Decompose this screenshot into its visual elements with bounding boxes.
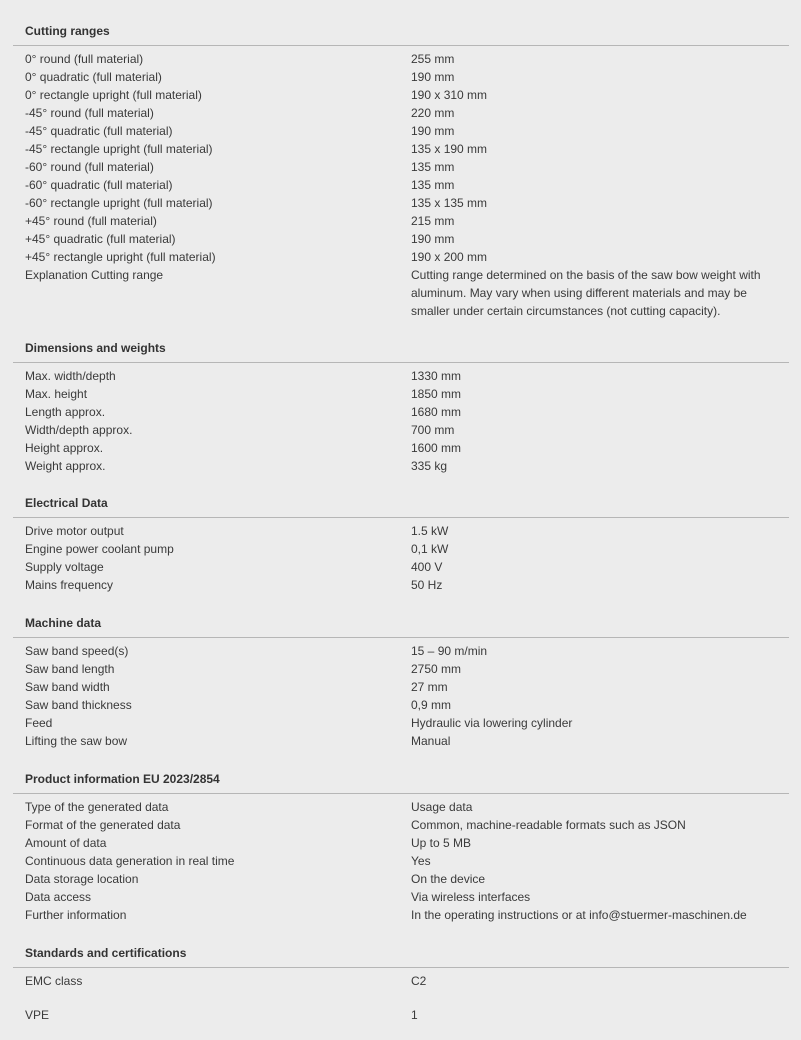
spec-rows <box>0 642 789 750</box>
spec-value: 190 mm <box>411 232 455 246</box>
spec-label: -60° rectangle upright (full material) <box>25 196 213 210</box>
spec-row <box>0 140 789 158</box>
spec-value: Hydraulic via lowering cylinder <box>411 716 573 730</box>
section-title: Machine data <box>25 616 102 630</box>
spec-label: -45° round (full material) <box>25 106 154 120</box>
spec-row <box>0 816 789 834</box>
section-title: Standards and certifications <box>25 946 187 960</box>
spec-rows <box>0 798 789 924</box>
spec-value: 255 mm <box>411 52 455 66</box>
spec-value: Yes <box>411 854 431 868</box>
spec-value: 190 x 200 mm <box>411 250 488 264</box>
spec-row <box>0 158 789 176</box>
spec-label: Saw band length <box>25 662 115 676</box>
spec-rows <box>0 522 789 594</box>
section-divider <box>13 967 789 968</box>
spec-value: 135 x 135 mm <box>411 196 488 210</box>
spec-value: 1330 mm <box>411 369 462 383</box>
spec-label: Width/depth approx. <box>25 423 133 437</box>
spec-label: Saw band thickness <box>25 698 132 712</box>
spec-row <box>0 122 789 140</box>
spec-value: 50 Hz <box>411 578 443 592</box>
spec-row <box>0 104 789 122</box>
spec-value: 1600 mm <box>411 441 462 455</box>
section-product-information-eu-2023-2854 <box>0 770 789 924</box>
spec-rows <box>0 50 789 320</box>
spec-row <box>0 798 789 816</box>
spec-value: C2 <box>411 974 427 988</box>
spec-label: Supply voltage <box>25 560 104 574</box>
spec-row <box>0 972 789 990</box>
spec-value: Via wireless interfaces <box>411 890 531 904</box>
spec-value: Manual <box>411 734 451 748</box>
spec-label: Data storage location <box>25 872 139 886</box>
spec-label: +45° quadratic (full material) <box>25 232 176 246</box>
spec-row <box>0 86 789 104</box>
spec-value: 190 mm <box>411 124 455 138</box>
spec-row <box>0 367 789 385</box>
spec-label: Feed <box>25 716 53 730</box>
spec-row <box>0 732 789 750</box>
section-divider <box>13 362 789 363</box>
spec-label: Amount of data <box>25 836 107 850</box>
spec-value: 1 <box>411 1008 418 1022</box>
section-title: Dimensions and weights <box>25 341 166 355</box>
section-divider <box>13 45 789 46</box>
section-machine-data <box>0 614 789 750</box>
spec-value: 215 mm <box>411 214 455 228</box>
spec-label: Height approx. <box>25 441 104 455</box>
spec-value: 15 – 90 m/min <box>411 644 488 658</box>
section-electrical-data <box>0 494 789 594</box>
spec-value: 2750 mm <box>411 662 462 676</box>
spec-row <box>0 176 789 194</box>
spec-label: +45° round (full material) <box>25 214 157 228</box>
spec-label: 0° rectangle upright (full material) <box>25 88 202 102</box>
spec-value: Common, machine-readable formats such as JSON <box>411 818 686 832</box>
spec-row <box>0 678 789 696</box>
spec-row <box>0 714 789 732</box>
spec-row <box>0 457 789 475</box>
spec-label: -60° quadratic (full material) <box>25 178 173 192</box>
spec-label: 0° quadratic (full material) <box>25 70 162 84</box>
spec-value: 0,9 mm <box>411 698 452 712</box>
spec-row <box>0 642 789 660</box>
spec-row <box>0 906 789 924</box>
section-cutting-ranges <box>0 22 789 320</box>
spec-label: -45° quadratic (full material) <box>25 124 173 138</box>
spec-label: EMC class <box>25 974 83 988</box>
spec-value: Usage data <box>411 800 473 814</box>
spec-label: -45° rectangle upright (full material) <box>25 142 213 156</box>
spec-value: 1850 mm <box>411 387 462 401</box>
spec-label: Drive motor output <box>25 524 124 538</box>
spec-value: Up to 5 MB <box>411 836 472 850</box>
section-title: Electrical Data <box>25 496 108 510</box>
spec-label: Further information <box>25 908 127 922</box>
spec-row <box>0 696 789 714</box>
spec-row <box>0 540 789 558</box>
spec-row <box>0 50 789 68</box>
spec-label: Saw band width <box>25 680 110 694</box>
spec-label: Max. width/depth <box>25 369 116 383</box>
spec-label: Format of the generated data <box>25 818 181 832</box>
spec-value: 700 mm <box>411 423 455 437</box>
section-title: Product information EU 2023/2854 <box>25 772 220 786</box>
spec-value: 1680 mm <box>411 405 462 419</box>
spec-value: 1.5 kW <box>411 524 449 538</box>
spec-row <box>0 266 789 320</box>
spec-label: Engine power coolant pump <box>25 542 174 556</box>
spec-row <box>0 194 789 212</box>
spec-value: 190 mm <box>411 70 455 84</box>
spec-row <box>0 212 789 230</box>
section-title: Cutting ranges <box>25 24 110 38</box>
section-divider <box>13 637 789 638</box>
section-standards-and-certifications <box>0 944 789 1024</box>
spec-label: Weight approx. <box>25 459 106 473</box>
spec-label: Max. height <box>25 387 88 401</box>
spec-row <box>0 834 789 852</box>
spec-row <box>0 852 789 870</box>
spec-value: On the device <box>411 872 486 886</box>
section-divider <box>13 793 789 794</box>
spec-value: 135 mm <box>411 160 455 174</box>
section-divider <box>13 517 789 518</box>
spec-label: Length approx. <box>25 405 106 419</box>
spec-label: Saw band speed(s) <box>25 644 129 658</box>
spec-row <box>0 660 789 678</box>
spec-value: 135 mm <box>411 178 455 192</box>
spec-row <box>0 439 789 457</box>
spec-label: VPE <box>25 1008 50 1022</box>
spec-label: Explanation Cutting range <box>25 268 164 282</box>
spec-value: 135 x 190 mm <box>411 142 488 156</box>
spec-row <box>0 870 789 888</box>
spec-row <box>0 403 789 421</box>
spec-rows <box>0 367 789 475</box>
spec-value: 27 mm <box>411 680 448 694</box>
spec-value: In the operating instructions or at info@stuermer-maschinen.de <box>411 908 747 922</box>
spec-row <box>0 558 789 576</box>
spec-row <box>0 230 789 248</box>
spec-label: -60° round (full material) <box>25 160 154 174</box>
spec-row <box>0 888 789 906</box>
spec-value: Cutting range determined on the basis of the saw bow weight with aluminum. May vary when using different materials and may be smaller under certain circumstances (not cutting capacity). <box>411 268 761 318</box>
spec-value: 0,1 kW <box>411 542 449 556</box>
spec-row <box>0 385 789 403</box>
spec-row <box>0 68 789 86</box>
spec-label: Type of the generated data <box>25 800 169 814</box>
spec-label: Mains frequency <box>25 578 114 592</box>
spec-value: 220 mm <box>411 106 455 120</box>
spec-label: +45° rectangle upright (full material) <box>25 250 216 264</box>
spec-row <box>0 1006 789 1024</box>
spec-row <box>0 248 789 266</box>
spec-label: Continuous data generation in real time <box>25 854 235 868</box>
spec-value: 335 kg <box>411 459 448 473</box>
spec-row <box>0 576 789 594</box>
spec-label: Data access <box>25 890 92 904</box>
spec-rows <box>0 972 789 1024</box>
spec-value: 400 V <box>411 560 443 574</box>
section-dimensions-and-weights <box>0 339 789 475</box>
spec-row <box>0 421 789 439</box>
spec-label: Lifting the saw bow <box>25 734 128 748</box>
spec-value: 190 x 310 mm <box>411 88 488 102</box>
spec-label: 0° round (full material) <box>25 52 144 66</box>
spec-row <box>0 522 789 540</box>
